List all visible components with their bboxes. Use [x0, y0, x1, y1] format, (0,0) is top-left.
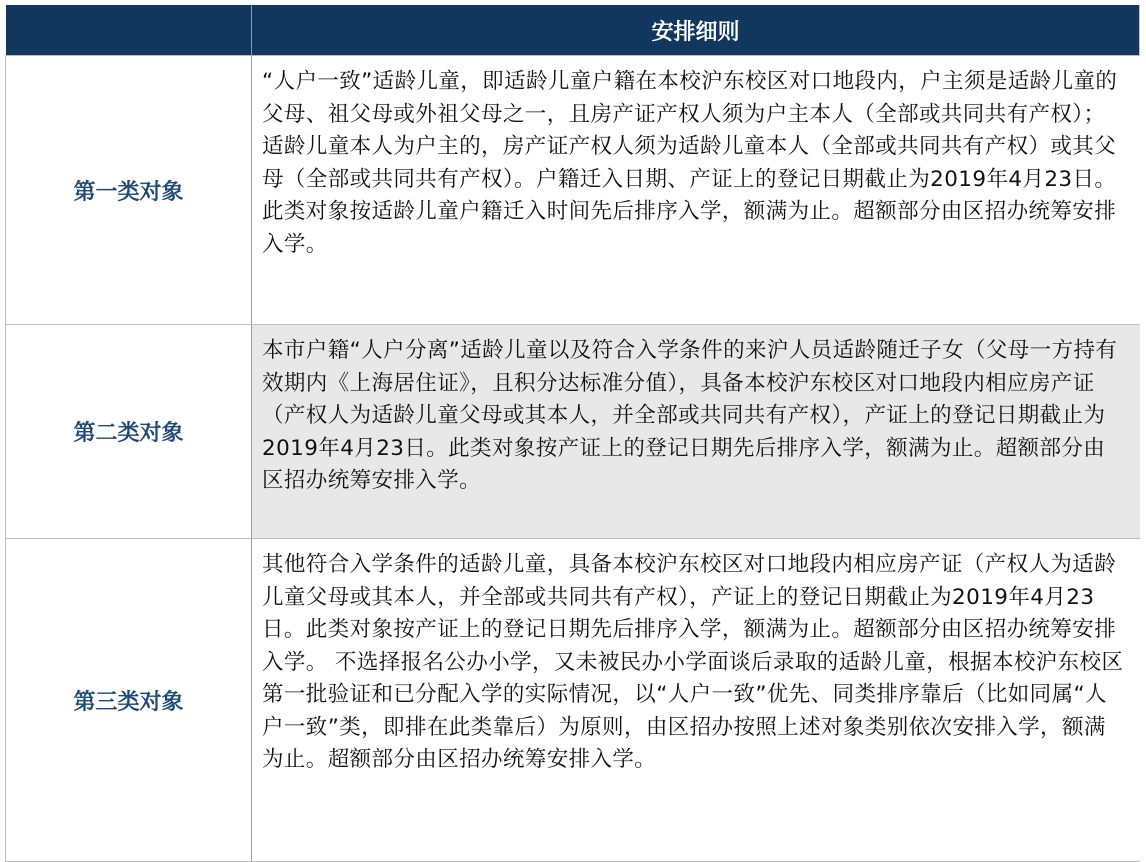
table-row-category-1 [6, 56, 1140, 325]
category-2-description: 本市户籍“人户分离”适龄儿童以及符合入学条件的来沪人员适龄随迁子女（父母一方持有效期内《上海居住证》，且积分达标准分值），具备本校沪东校区对口地段内相应房产证（产权人为适龄儿童父母或其本人，并全部或共同共有产权），产证上的登记日期截止为2019年4月23日。此类对象按产证上的登记日期先后排序入学，额满为止。超额部分由区招办统筹安排入学。 [252, 325, 1140, 539]
category-1-description: “人户一致”适龄儿童，即适龄儿童户籍在本校沪东校区对口地段内，户主须是适龄儿童的父母、祖父母或外祖父母之一，且房产证产权人须为户主本人（全部或共同共有产权）；适龄儿童本人为户主的，房产证产权人须为适龄儿童本人（全部或共同共有产权）或其父母（全部或共同共有产权）。户籍迁入日期、产证上的登记日期截止为2019年4月23日。此类对象按适龄儿童户籍迁入时间先后排序入学，额满为止。超额部分由区招办统筹安排入学。 [252, 56, 1140, 325]
table-row-category-2 [6, 325, 1140, 539]
category-2-label: 第二类对象 [6, 325, 252, 539]
header-blank-cell [6, 5, 252, 56]
category-3-description: 其他符合入学条件的适龄儿童，具备本校沪东校区对口地段内相应房产证（产权人为适龄儿童父母或其本人，并全部或共同共有产权），产证上的登记日期截止为2019年4月23日。此类对象按产证上的登记日期先后排序入学，额满为止。超额部分由区招办统筹安排入学。 不选择报名公办小学，又未被民办小学面谈后录取的适龄儿童，根据本校沪东校区第一批验证和已分配入学的实际情况，以“人户一致”优先、同类排序靠后（比如同属“人户一致”类，即排在此类靠后）为原则，由区招办按照上述对象类别依次安排入学，额满为止。超额部分由区招办统筹安排入学。 [252, 539, 1140, 862]
category-1-label: 第一类对象 [6, 56, 252, 325]
enrollment-rules-table [5, 5, 1140, 862]
enrollment-rules-table-wrapper [5, 5, 1139, 831]
header-arrangement-details: 安排细则 [252, 5, 1140, 56]
table-header-row [6, 5, 1140, 56]
category-3-label: 第三类对象 [6, 539, 252, 862]
table-row-category-3 [6, 539, 1140, 862]
